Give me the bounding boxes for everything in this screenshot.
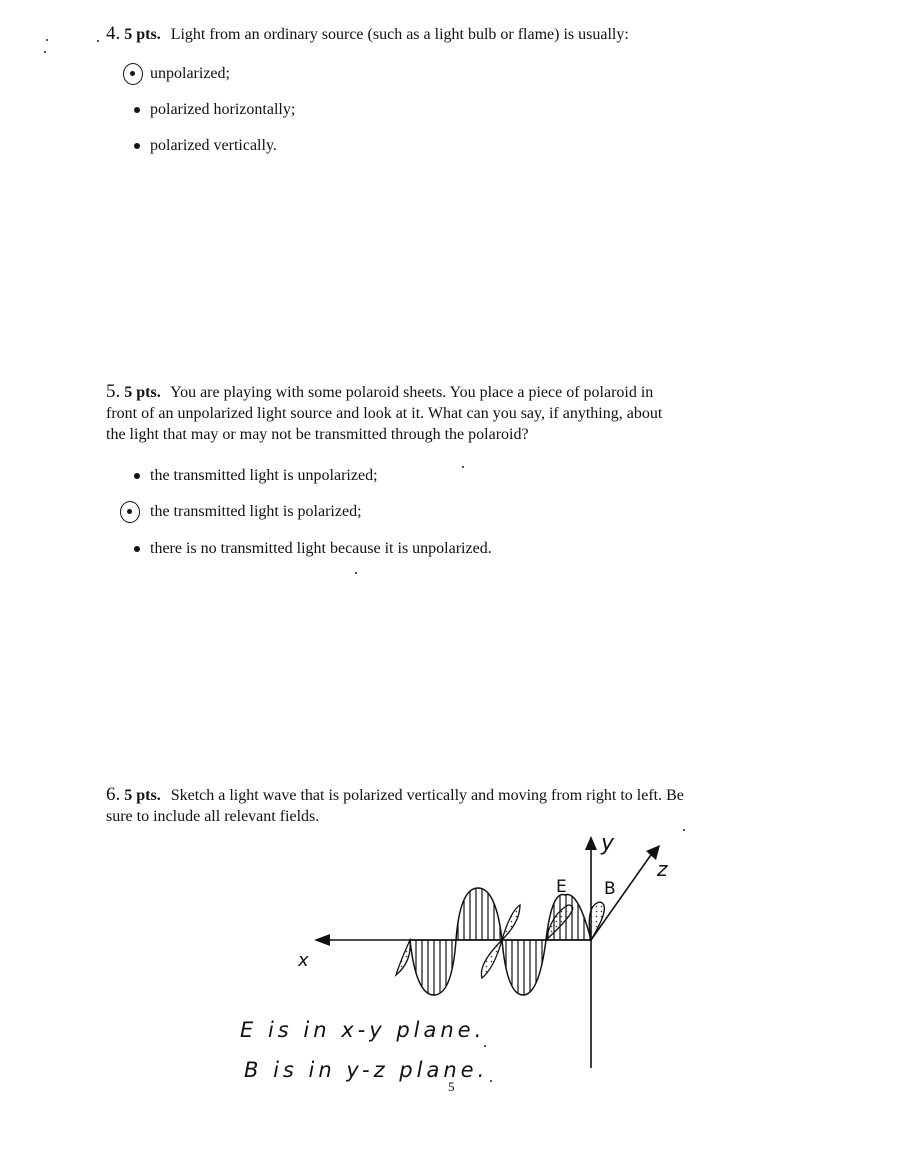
e-field-lobe	[502, 940, 546, 995]
scan-speck	[490, 1080, 492, 1082]
scan-speck	[355, 572, 357, 574]
handwritten-note: B is in y-z plane.	[244, 1058, 489, 1082]
answer-option: the transmitted light is polarized;	[150, 503, 362, 520]
e-field-label: E	[556, 877, 567, 897]
e-field-lobe	[410, 940, 456, 995]
e-field-lobe	[456, 888, 502, 940]
x-arrow-icon	[314, 934, 330, 946]
scan-speck	[97, 40, 99, 42]
b-field-lobe	[589, 902, 604, 940]
question-points: 5 pts.	[124, 26, 161, 43]
question-points: 5 pts.	[124, 384, 161, 401]
scan-speck	[44, 51, 46, 53]
question-text: the light that may or may not be transmitted through the polaroid?	[106, 426, 529, 443]
answer-option: polarized horizontally;	[150, 101, 296, 118]
z-axis-label: z	[657, 857, 668, 881]
question-points: 5 pts.	[124, 787, 161, 804]
scan-speck	[46, 39, 48, 41]
question-text: You are playing with some polaroid sheets. You place a piece of polaroid in	[170, 384, 654, 401]
z-axis-line	[591, 852, 653, 940]
question-number: 4.	[106, 23, 121, 44]
page-number: 5	[448, 1079, 455, 1094]
question-number: 6.	[106, 784, 121, 805]
answer-option: the transmitted light is unpolarized;	[150, 467, 378, 484]
answer-option: unpolarized;	[150, 65, 230, 82]
b-field-label: B	[604, 879, 616, 899]
scan-speck	[462, 466, 464, 468]
answer-option: polarized vertically.	[150, 137, 277, 154]
scan-speck	[683, 829, 685, 831]
x-axis-label: x	[298, 950, 309, 971]
question-text: front of an unpolarized light source and look at it. What can you say, if anything, about	[106, 405, 663, 422]
answer-option: there is no transmitted light because it is unpolarized.	[150, 540, 492, 557]
y-arrow-icon	[585, 836, 597, 850]
question-number: 5.	[106, 381, 121, 402]
b-field-lobe	[502, 905, 520, 940]
handwritten-note: E is in x-y plane.	[240, 1018, 486, 1042]
question-text: Sketch a light wave that is polarized vertically and moving from right to left. Be	[170, 787, 684, 804]
scan-speck	[484, 1045, 486, 1047]
question-text: Light from an ordinary source (such as a light bulb or flame) is usually:	[170, 26, 629, 43]
y-axis-label: y	[601, 831, 615, 856]
b-field-lobe	[481, 940, 502, 978]
b-field-lobe	[396, 940, 410, 975]
question-text: sure to include all relevant fields.	[106, 808, 320, 825]
